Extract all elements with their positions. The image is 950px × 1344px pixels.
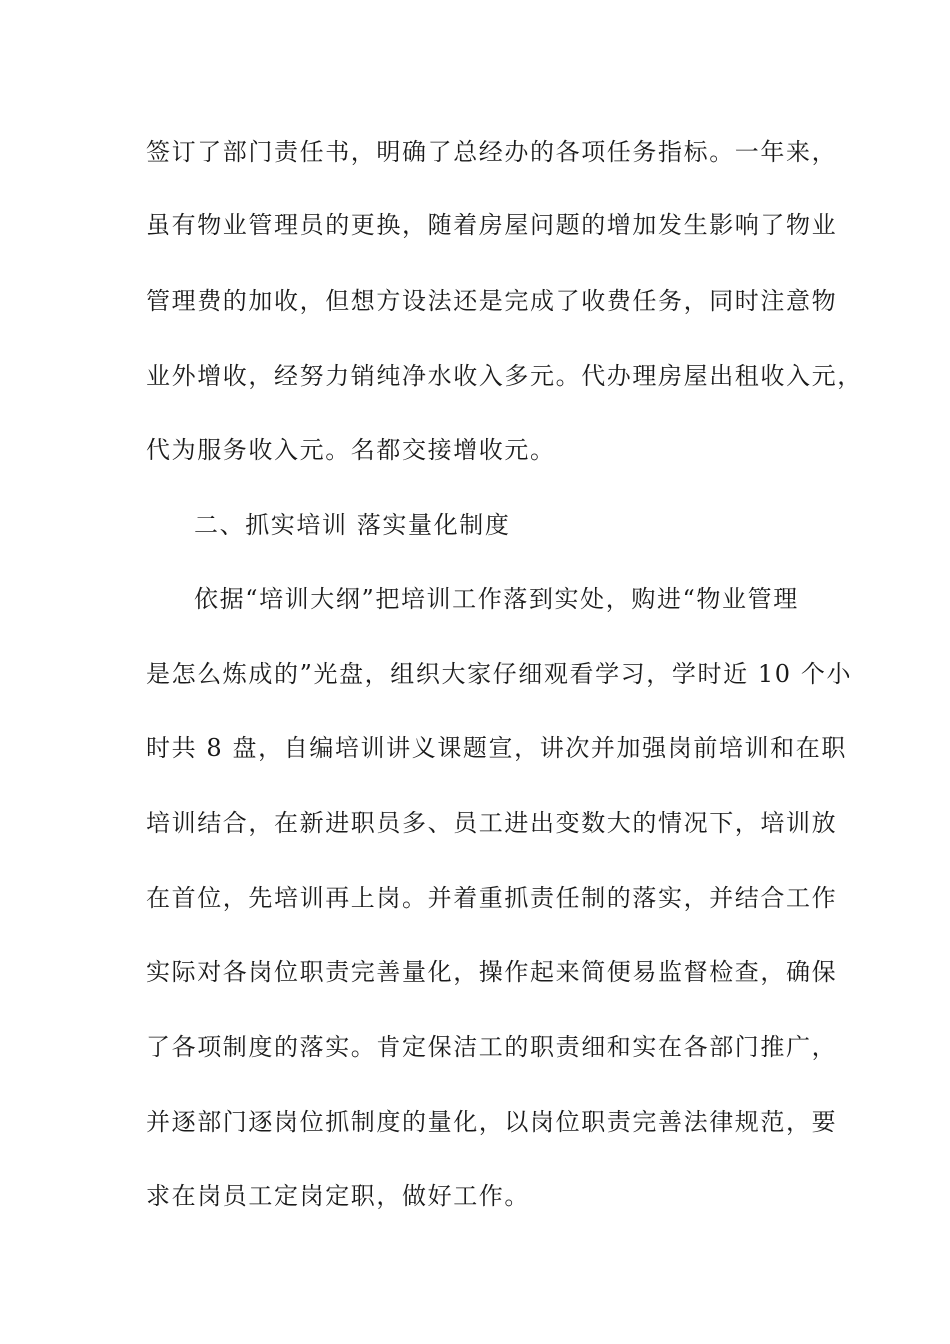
paragraph-line: 是怎么炼成的”光盘，组织大家仔细观看学习，学时近 10 个小 (146, 660, 853, 688)
paragraph-line: 时共 8 盘，自编培训讲义课题宣，讲次并加强岗前培训和在职 (146, 734, 847, 762)
paragraph-line: 在首位，先培训再上岗。并着重抓责任制的落实，并结合工作 (146, 884, 838, 912)
paragraph-line: 依据“培训大纲”把培训工作落到实处，购进“物业管理 (194, 585, 799, 613)
paragraph-line: 签订了部门责任书，明确了总经办的各项任务指标。一年来， (146, 138, 838, 166)
paragraph-line: 管理费的加收，但想方设法还是完成了收费任务，同时注意物 (146, 287, 838, 315)
paragraph-line: 求在岗员工定岗定职，做好工作。 (146, 1182, 530, 1210)
paragraph-line: 实际对各岗位职责完善量化，操作起来简便易监督检查，确保 (146, 958, 838, 986)
paragraph-line: 业外增收，经努力销纯净水收入多元。代办理房屋出租收入元， (146, 362, 863, 390)
paragraph-line: 虽有物业管理员的更换，随着房屋问题的增加发生影响了物业 (146, 211, 838, 239)
paragraph-line: 培训结合，在新进职员多、员工进出变数大的情况下，培训放 (146, 809, 838, 837)
paragraph-line: 代为服务收入元。名都交接增收元。 (146, 436, 556, 464)
paragraph-line: 并逐部门逐岗位抓制度的量化，以岗位职责完善法律规范，要 (146, 1108, 838, 1136)
paragraph-line: 了各项制度的落实。肯定保洁工的职责细和实在各部门推广， (146, 1033, 838, 1061)
section-heading: 二、抓实培训 落实量化制度 (194, 511, 511, 539)
